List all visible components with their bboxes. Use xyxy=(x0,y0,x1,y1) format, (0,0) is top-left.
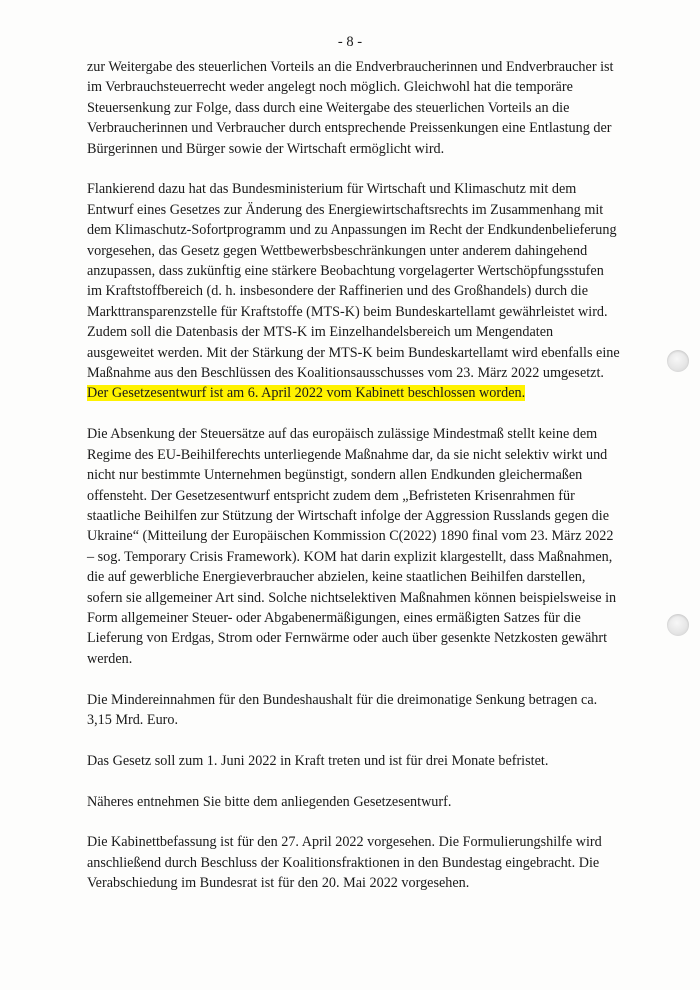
paragraph-revenue-loss: Die Mindereinnahmen für den Bundeshaushalt für die dreimonatige Senkung betragen ca. 3,15 Mrd. Euro. xyxy=(87,691,598,728)
punch-hole xyxy=(667,614,689,636)
highlighted-sentence: Der Gesetzesentwurf ist am 6. April 2022 vom Kabinett beschlossen worden. xyxy=(87,385,526,402)
paragraph-state-aid: Die Absenkung der Steuersätze auf das europäisch zulässige Mindestmaß stellt keine dem Regime des EU-Beihilferechts unterliegende Maßnahme dar, da sie nicht selektiv wirkt und nicht nur bestimmte Unternehmen begünstigt, sondern allen Endkunden gleichermaßen offensteht. Der Gesetzesentwurf entspricht zudem dem „Befristeten Krisenrahmen für staatliche Beihilfen zur Stützung der Wirtschaft infolge der Aggression Russlands gegen die Ukraine“ (Mitteilung der Europäischen Kommission C(2022) 1890 final vom 23. März 2022 – sog. Temporary Crisis Framework). KOM hat darin explizit klargestellt, dass Maßnahmen, die auf gewerbliche Energieverbraucher abzielen, keine staatlichen Beihilfen darstellen, sofern sie allgemeiner Art sind. Solche nichtselektiven Maßnahmen können beispielsweise in Form allgemeiner Steuer- oder Abgabenermäßigungen, eines ermäßigten Satzes für die Lieferung von Erdgas, Strom oder Fernwärme oder auch über gesenkte Netzkosten gewährt werden. xyxy=(87,426,617,667)
paragraph-flanking-text: Flankierend dazu hat das Bundesministerium für Wirtschaft und Klimaschutz mit dem Entwurf eines Gesetzes zur Änderung des Energiewirtschaftsrechts im Zusammenhang mit dem Klimaschutz-Sofortprogramm und zu Anpassungen im Recht der Endkundenbelieferung vorgesehen, das Gesetz gegen Wettbewerbsbeschränkungen unter anderem dahingehend anzupassen, dass zukünftig eine stärkere Beobachtung vorgelagerter Wertschöpfungsstufen im Kraftstoffbereich (d. h. insbesondere der Raffinerien und des Großhandels) durch die Markttransparenzstelle für Kraftstoffe (MTS-K) beim Bundeskartellamt gewährleistet wird. Zudem soll die Datenbasis der MTS-K im Einzelhandelsbereich um Mengendaten ausgeweitet werden. Mit der Stärkung der MTS-K beim Bundeskartellamt wird ebenfalls eine Maßnahme aus den Beschlüssen des Koalitionsausschusses vom 23. März 2022 umgesetzt. xyxy=(87,181,620,382)
page-number: - 8 - xyxy=(337,34,363,50)
paragraph-flanking-measure xyxy=(87,179,627,403)
punch-hole xyxy=(667,350,689,372)
document-body xyxy=(87,57,627,914)
paragraph-tax-advantage: zur Weitergabe des steuerlichen Vorteils an die Endverbraucherinnen und Endverbraucher ist im Verbrauchsteuerrecht weder angelegt noch möglich. Gleichwohl hat die temporäre Steuersenkung zur Folge, dass durch eine Weitergabe des steuerlichen Vorteils an die Verbraucherinnen und Verbraucher durch entsprechende Preissenkungen eine Entlastung der Bürgerinnen und Bürger sowie der Wirtschaft ermöglicht wird. xyxy=(87,59,614,157)
paragraph-reference: Näheres entnehmen Sie bitte dem anliegenden Gesetzesentwurf. xyxy=(87,793,452,810)
paragraph-effective-date: Das Gesetz soll zum 1. Juni 2022 in Kraft treten und ist für drei Monate befristet. xyxy=(87,752,549,769)
paragraph-cabinet-schedule: Die Kabinettbefassung ist für den 27. April 2022 vorgesehen. Die Formulierungshilfe wird anschließend durch Beschluss der Koalitionsfraktionen in den Bundestag eingebracht. Die Verabschiedung im Bundesrat ist für den 20. Mai 2022 vorgesehen. xyxy=(87,834,602,892)
